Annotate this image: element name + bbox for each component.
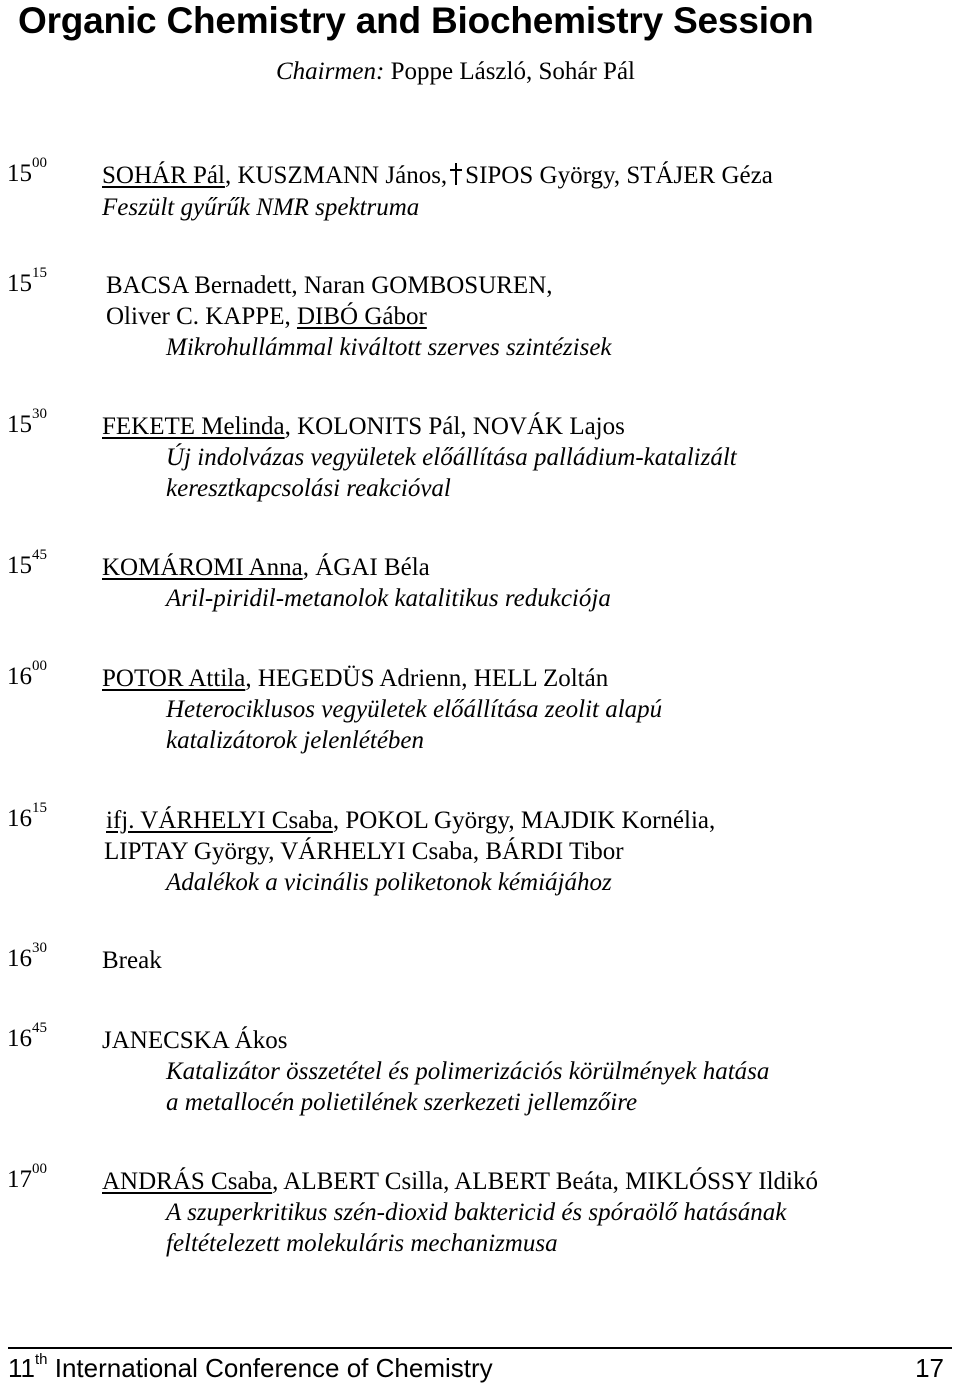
time-slot: $15^{15}$ [7, 265, 47, 297]
talk-title: Adalékok a vicinális poliketonok kémiájához [166, 869, 612, 896]
presenter-name: POTOR Attila [102, 665, 246, 692]
time-slot: $15^{45}$ [7, 547, 47, 579]
conference-name: International Conference of Chemistry [54, 1353, 493, 1383]
chairmen-label: Chairmen: [276, 58, 385, 85]
talk-title: A szuperkritikus szén-dioxid baktericid és spóraölő hatásának [166, 1199, 787, 1226]
talk-title-continued: a metallocén polietilének szerkezeti jellemzőire [166, 1089, 638, 1116]
talk-title: Katalizátor összetétel és polimerizációs körülmények hatása [166, 1058, 770, 1085]
footer-divider [8, 1347, 952, 1349]
chairmen-names: Poppe László, Sohár Pál [390, 58, 635, 85]
time-slot: $16^{15}$ [7, 800, 47, 832]
talk-title-continued: feltételezett molekuláris mechanizmusa [166, 1230, 558, 1257]
time-slot: $15^{00}$ [7, 155, 47, 187]
break-label: Break [102, 947, 162, 974]
presenter-name: DIBÓ Gábor [296, 303, 427, 330]
presenter-name: ANDRÁS Csaba [102, 1168, 273, 1195]
deceased-cross-icon [448, 163, 464, 185]
presenter-name: FEKETE Melinda [102, 413, 285, 440]
conference-number: 11 [8, 1353, 35, 1383]
time-slot: $15^{30}$ [7, 406, 47, 438]
talk-title: Mikrohullámmal kiváltott szerves szintézisek [166, 334, 612, 361]
talk-title: Aril-piridil-metanolok katalitikus redukciója [166, 585, 611, 612]
presenter-name: SOHÁR Pál [102, 162, 225, 189]
presenter-name: KOMÁROMI Anna [102, 554, 303, 581]
authors: KOMÁROMI Anna, ÁGAI Béla [102, 554, 430, 581]
authors: BACSA Bernadett, Naran GOMBOSUREN, [106, 272, 553, 299]
talk-title: Feszült gyűrűk NMR spektruma [102, 194, 420, 221]
time-slot: $16^{30}$ [7, 940, 47, 972]
time-slot: $17^{00}$ [7, 1161, 47, 1193]
authors: ifj. VÁRHELYI Csaba, POKOL György, MAJDIK Kornélia, [106, 807, 716, 834]
presenter-name: ifj. VÁRHELYI Csaba [106, 807, 333, 834]
authors: SOHÁR Pál, KUSZMANN János, SIPOS György, STÁJER Géza [102, 162, 773, 189]
page-number: 17 [915, 1353, 944, 1383]
talk-title: Új indolvázas vegyületek előállítása palládium-katalizált [166, 444, 737, 471]
page-title: Organic Chemistry and Biochemistry Session [18, 0, 814, 41]
authors: JANECSKA Ákos [102, 1027, 288, 1054]
talk-title-continued: keresztkapcsolási reakcióval [166, 475, 451, 502]
talk-title: Heterociklusos vegyületek előállítása zeolit alapú [166, 696, 663, 723]
authors: POTOR Attila, HEGEDÜS Adrienn, HELL Zoltán [102, 665, 609, 692]
authors-continued: LIPTAY György, VÁRHELYI Csaba, BÁRDI Tibor [104, 838, 624, 865]
authors-continued: Oliver C. KAPPE, DIBÓ Gábor [106, 303, 427, 330]
authors: ANDRÁS Csaba, ALBERT Csilla, ALBERT Beáta, MIKLÓSSY Ildikó [102, 1168, 819, 1195]
chairmen-line [276, 58, 635, 86]
authors: FEKETE Melinda, KOLONITS Pál, NOVÁK Lajos [102, 413, 625, 440]
talk-title-continued: katalizátorok jelenlétében [166, 727, 425, 754]
ordinal-suffix: th [35, 1351, 48, 1368]
page-footer [8, 1353, 952, 1384]
time-slot: $16^{45}$ [7, 1020, 47, 1052]
time-slot: $16^{00}$ [7, 658, 47, 690]
